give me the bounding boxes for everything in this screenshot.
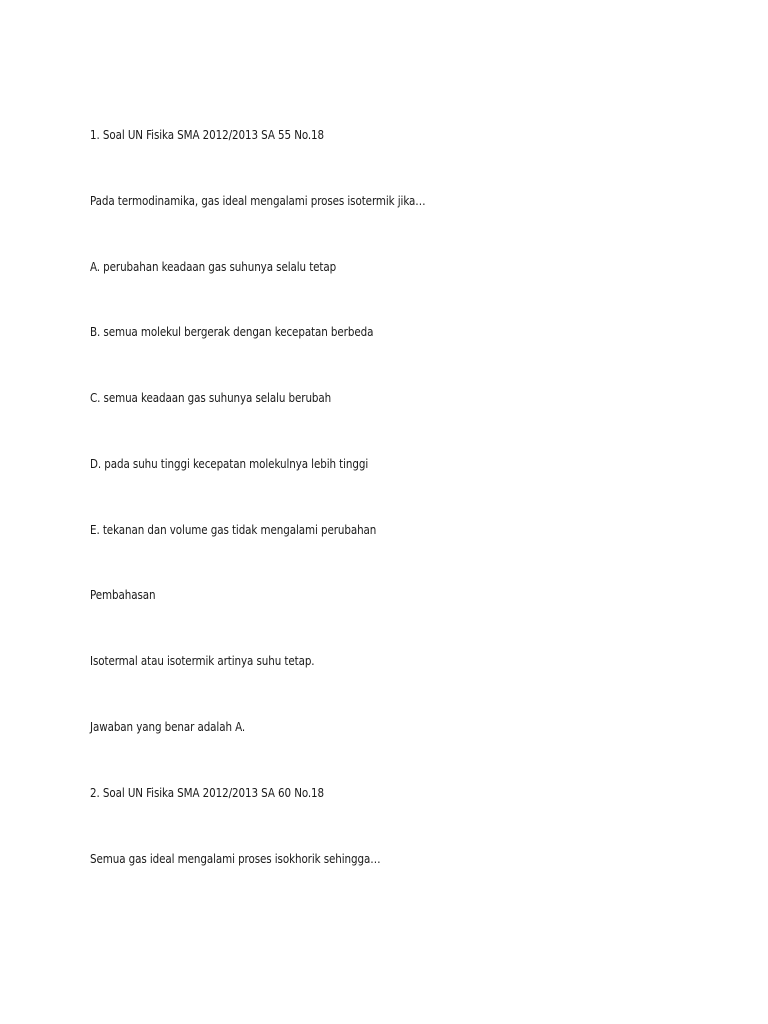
- option-c: C. semua keadaan gas suhunya selalu berubah: [90, 390, 332, 405]
- option-e: E. tekanan dan volume gas tidak mengalami perubahan: [90, 522, 377, 537]
- option-b: B. semua molekul bergerak dengan kecepatan berbeda: [90, 324, 374, 339]
- option-a: A. perubahan keadaan gas suhunya selalu tetap: [90, 259, 337, 274]
- answer-text: Jawaban yang benar adalah A.: [90, 719, 246, 734]
- question-1-title: 1. Soal UN Fisika SMA 2012/2013 SA 55 No.18: [90, 127, 325, 142]
- discussion-heading: Pembahasan: [90, 587, 156, 602]
- question-2-prompt: Semua gas ideal mengalami proses isokhorik sehingga…: [90, 851, 381, 866]
- question-1-prompt: Pada termodinamika, gas ideal mengalami proses isotermik jika…: [90, 193, 426, 208]
- option-d: D. pada suhu tinggi kecepatan molekulnya lebih tinggi: [90, 456, 369, 471]
- question-2-title: 2. Soal UN Fisika SMA 2012/2013 SA 60 No.18: [90, 785, 325, 800]
- discussion-text: Isotermal atau isotermik artinya suhu tetap.: [90, 653, 315, 668]
